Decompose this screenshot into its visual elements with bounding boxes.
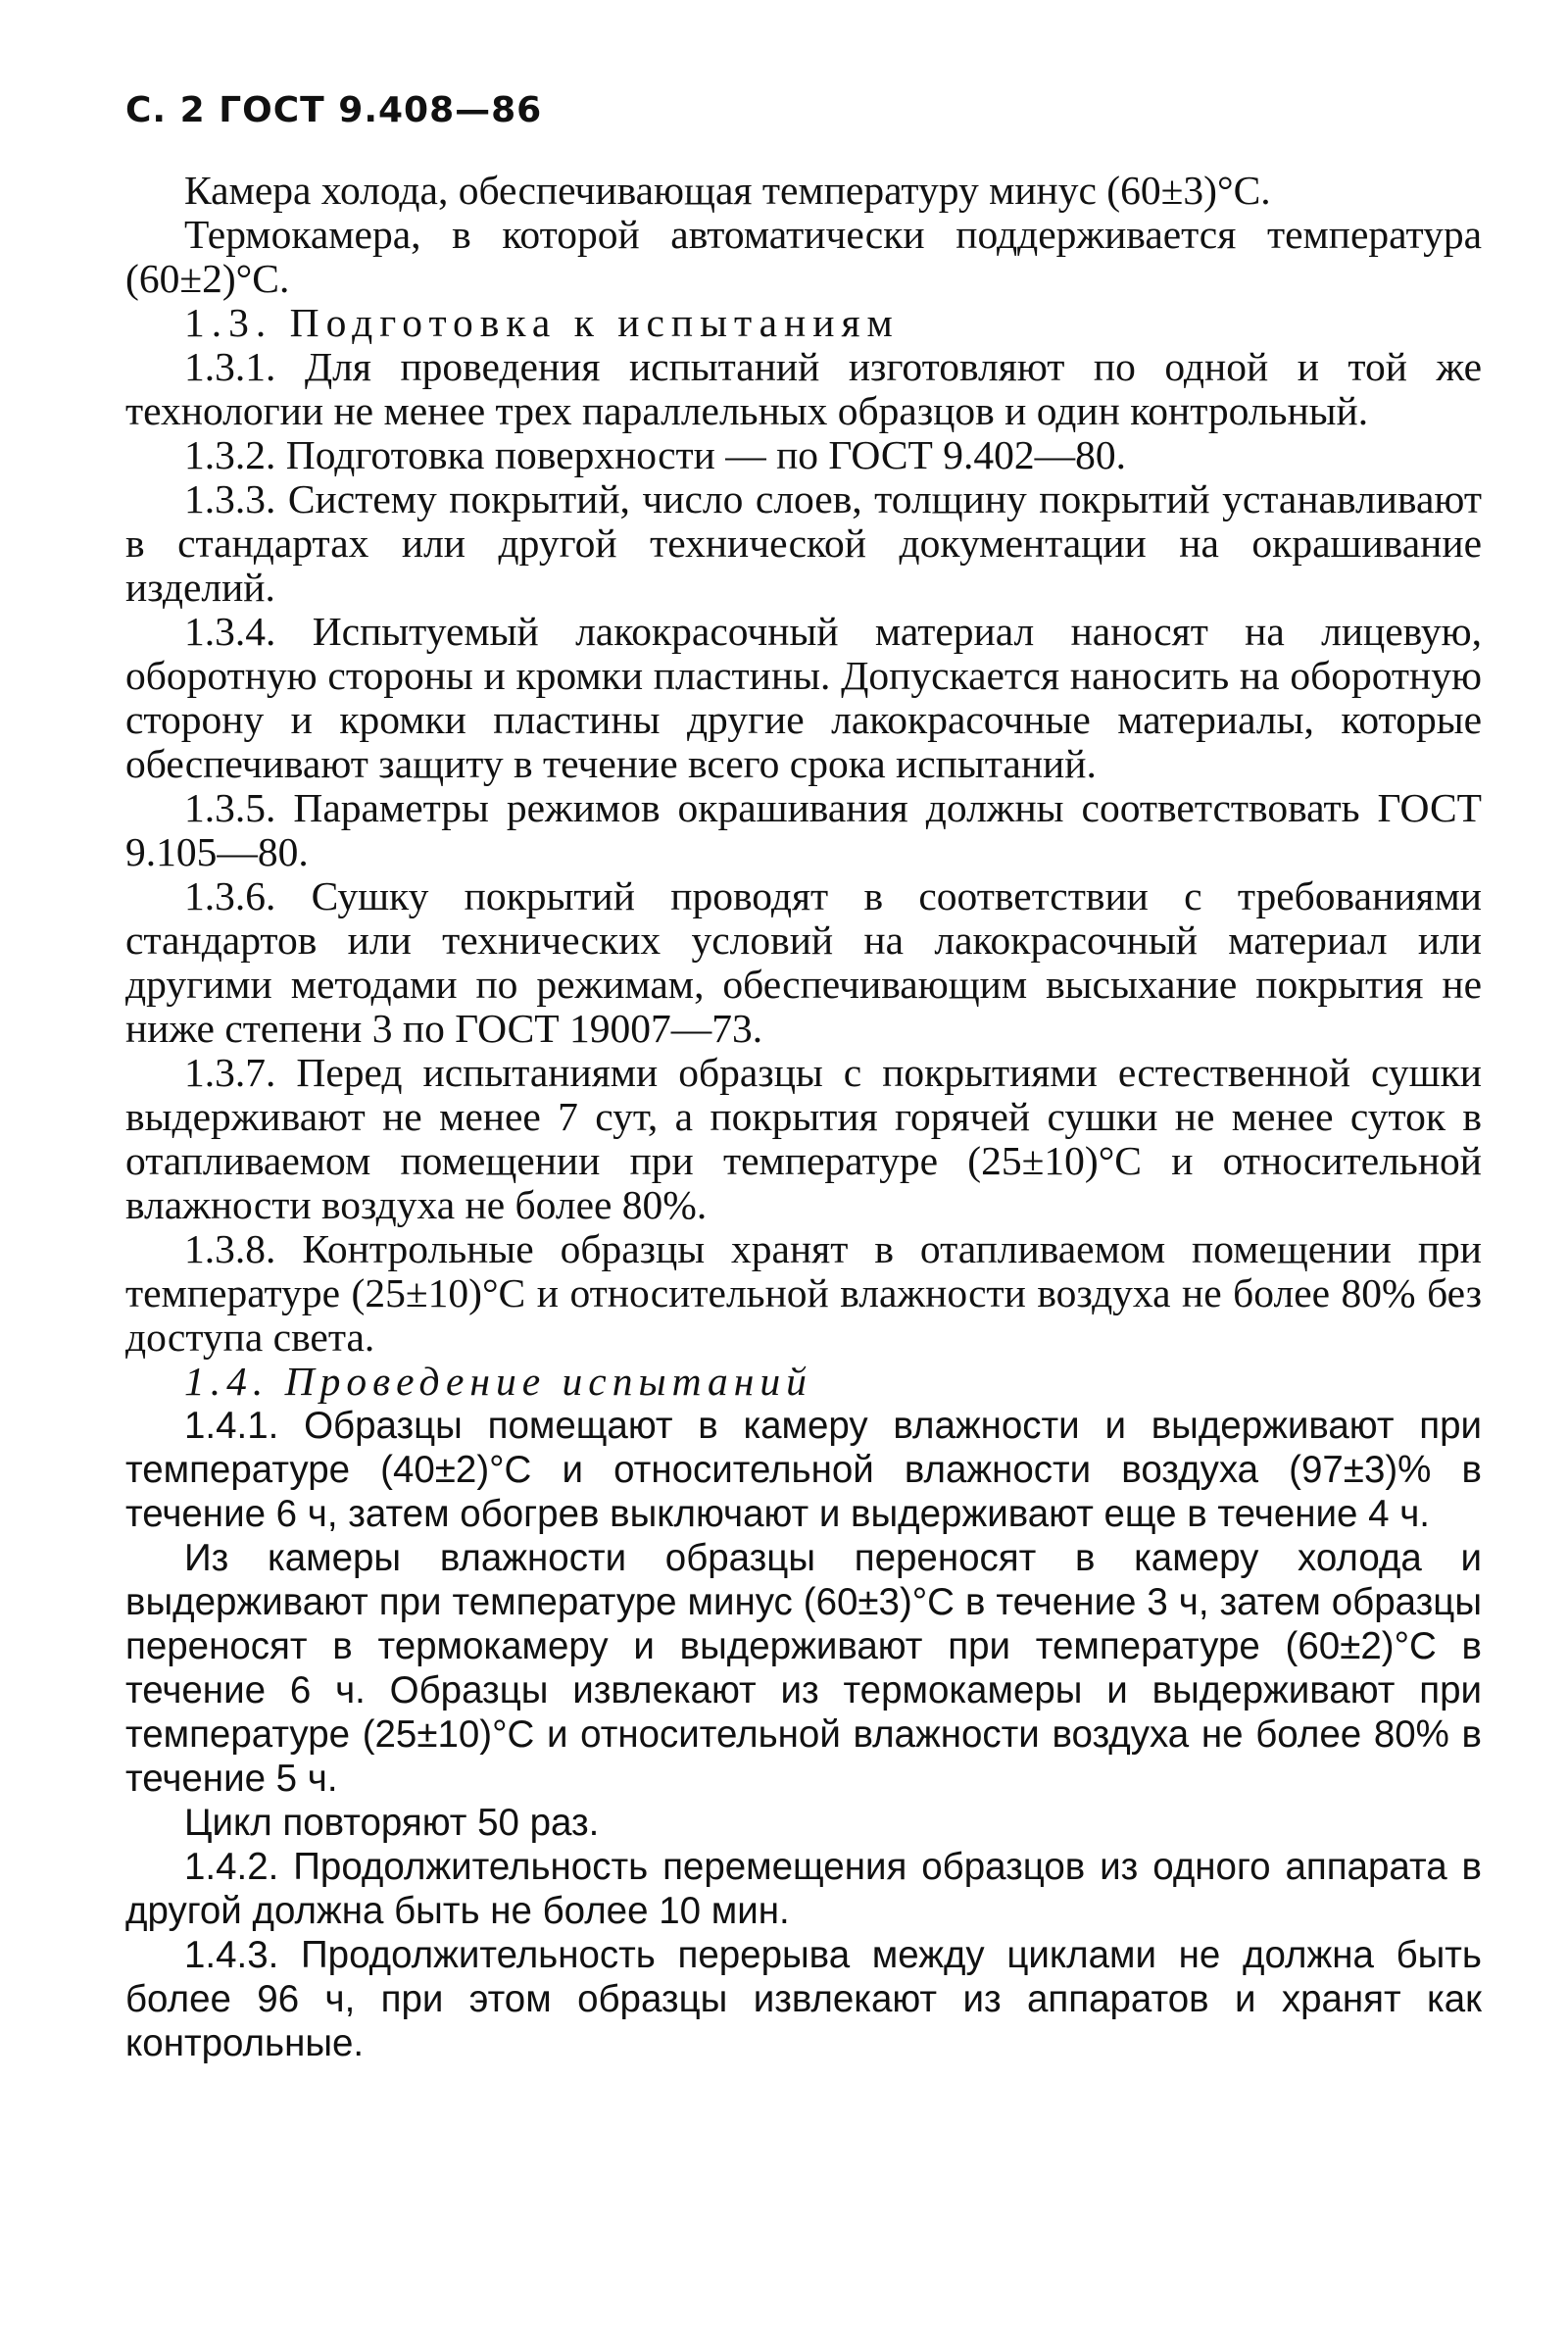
document-body — [125, 169, 1482, 2065]
section-heading-preparation: 1.3. Подготовка к испытаниям — [184, 300, 900, 345]
paragraph-1-3-2: 1.3.2. Подготовка поверхности — по ГОСТ 9.402—80. — [184, 432, 1127, 477]
paragraph-1-3-6: 1.3.6. Сушку покрытий проводят в соответствии с требованиями стандартов или технических условий на лакокрасочный материал или другими методами по режимам, обеспечивающим высыхание покрытия не ниже степени 3 по ГОСТ 19007—73. — [125, 873, 1482, 1051]
paragraph-cold-chamber: Камера холода, обеспечивающая температуру минус (60±3)°С. — [184, 168, 1271, 213]
paragraph-cycle-repeat: Цикл повторяют 50 раз. — [184, 1802, 600, 1844]
paragraph-1-4-2: 1.4.2. Продолжительность перемещения образцов из одного аппарата в другой должна быть не более 10 мин. — [125, 1846, 1482, 1932]
paragraph-1-3-8: 1.3.8. Контрольные образцы хранят в отапливаемом помещении при температуре (25±10)°С и относительной влажности воздуха не более 80% без доступа света. — [125, 1226, 1482, 1360]
paragraph-1-3-5: 1.3.5. Параметры режимов окрашивания должны соответствовать ГОСТ 9.105—80. — [125, 785, 1482, 874]
paragraph-1-3-3: 1.3.3. Систему покрытий, число слоев, толщину покрытий устанавливают в стандартах или другой технической документации на окрашивание изделий. — [125, 476, 1482, 610]
paragraph-transfer: Из камеры влажности образцы переносят в камеру холода и выдерживают при температуре минус (60±3)°С в течение 3 ч, затем образцы переносят в термокамеру и выдерживают при температуре (60±2)°С в течение 6 ч. Образцы извлекают из термокамеры и выдерживают при температуре (25±10)°С и относительной влажности воздуха не более 80% в течение 5 ч. — [125, 1537, 1482, 1800]
running-header: С. 2 ГОСТ 9.408—86 — [125, 90, 543, 130]
section-heading-testing: 1.4. Проведение испытаний — [184, 1359, 812, 1404]
paragraph-thermo-chamber: Термокамера, в которой автоматически поддерживается температура (60±2)°С. — [125, 212, 1482, 301]
paragraph-1-4-3: 1.4.3. Продолжительность перерыва между циклами не должна быть более 96 ч, при этом образцы извлекают из аппаратов и хранят как контрольные. — [125, 1934, 1482, 2064]
paragraph-1-3-1: 1.3.1. Для проведения испытаний изготовляют по одной и той же технологии не менее трех параллельных образцов и один контрольный. — [125, 344, 1482, 433]
paragraph-1-3-7: 1.3.7. Перед испытаниями образцы с покрытиями естественной сушки выдерживают не менее 7 сут, а покрытия горячей сушки не менее суток в отапливаемом помещении при температуре (25±10)°С и относительной влажности воздуха не более 80%. — [125, 1050, 1482, 1227]
paragraph-1-4-1: 1.4.1. Образцы помещают в камеру влажности и выдерживают при температуре (40±2)°С и относительной влажности воздуха (97±3)% в течение 6 ч, затем обогрев выключают и выдерживают еще в течение 4 ч. — [125, 1405, 1482, 1535]
paragraph-1-3-4: 1.3.4. Испытуемый лакокрасочный материал наносят на лицевую, оборотную стороны и кромки пластины. Допускается наносить на оборотную сторону и кромки пластины другие лакокрасочные материалы, которые обеспечивают защиту в течение всего срока испытаний. — [125, 609, 1482, 786]
